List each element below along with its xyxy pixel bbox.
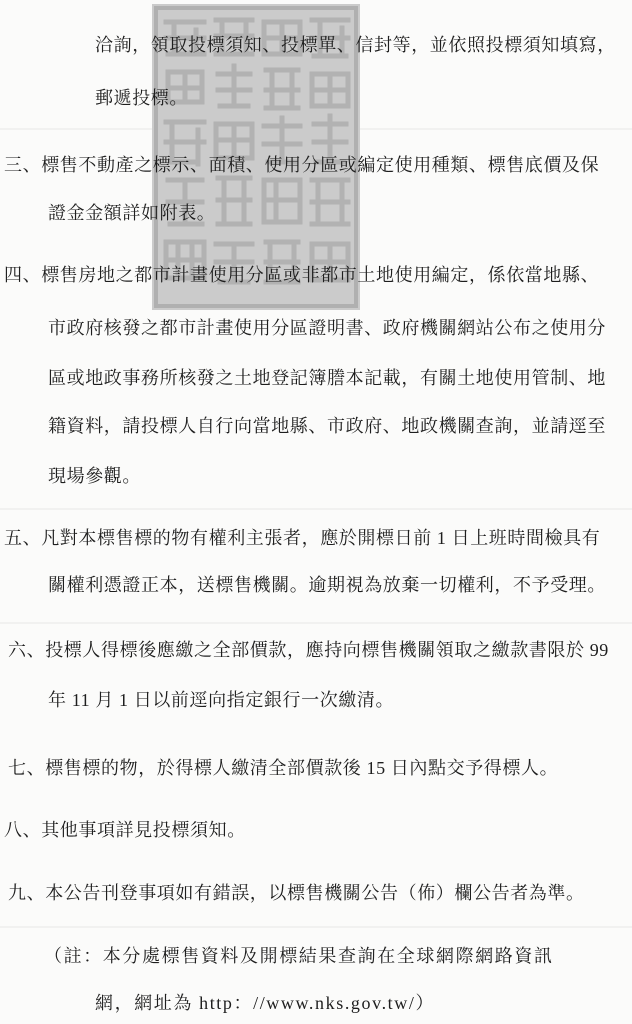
- item-text: 籍資料，請投標人自行向當地縣、市政府、地政機關查詢，並請逕至: [48, 416, 606, 436]
- item-text: 證金金額詳如附表。: [48, 203, 216, 223]
- item-number: 四、: [4, 265, 42, 285]
- item-text: 現場參觀。: [48, 466, 141, 486]
- item-number: 九、: [8, 883, 46, 903]
- item-6-line: [48, 688, 628, 712]
- scan-noise: [0, 508, 632, 510]
- item-7-line: [8, 756, 628, 780]
- item-number: 三、: [4, 155, 42, 175]
- item-5-line: [48, 573, 628, 597]
- item-text: 市政府核發之都市計畫使用分區證明書、政府機關網站公布之使用分: [48, 318, 606, 338]
- item-4-line: [48, 366, 628, 390]
- item-number: 六、: [8, 640, 46, 660]
- item-text: 標售不動產之標示、面積、使用分區或編定使用種類、標售底價及保: [41, 155, 600, 175]
- item-text: 年 11 月 1 日以前逕向指定銀行一次繳清。: [48, 690, 395, 710]
- item-9-line: [8, 881, 628, 905]
- item-4-line: [4, 263, 628, 287]
- scan-noise: [0, 622, 632, 624]
- item-text: 投標人得標後應繳之全部價款，應持向標售機關領取之繳款書限於 99: [45, 640, 609, 660]
- item-text: 區或地政事務所核發之土地登記簿謄本記載，有關土地使用管制、地: [48, 368, 606, 388]
- item-6-line: [8, 638, 628, 662]
- item-3-line: [48, 201, 628, 225]
- item-text: 凡對本標售標的物有權利主張者，應於開標日前 1 日上班時間檢具有: [41, 528, 601, 548]
- note-line: [44, 944, 628, 968]
- note-text: 網，網址為 http：//www.nks.gov.tw/）: [95, 993, 436, 1013]
- item-number: 八、: [4, 820, 42, 840]
- paragraph-text: 洽詢，領取投標須知、投標單、信封等，並依照投標須知填寫，: [95, 35, 616, 55]
- item-3-line: [4, 153, 628, 177]
- item-number: 七、: [8, 758, 46, 778]
- item-8-line: [4, 818, 628, 842]
- item-text: 標售標的物，於得標人繳清全部價款後 15 日內點交予得標人。: [45, 758, 559, 778]
- item-text: 關權利憑證正本，送標售機關。逾期視為放棄一切權利，不予受理。: [48, 575, 606, 595]
- paragraph-line: [95, 33, 628, 57]
- paragraph-text: 郵遞投標。: [95, 88, 188, 108]
- paragraph-line: [95, 86, 628, 110]
- item-text: 標售房地之都市計畫使用分區或非都市土地使用編定，係依當地縣、: [41, 265, 600, 285]
- item-text: 其他事項詳見投標須知。: [41, 820, 246, 840]
- item-4-line: [48, 414, 628, 438]
- note-line: [95, 991, 628, 1015]
- scan-noise: [0, 926, 632, 928]
- item-5-line: [4, 526, 628, 550]
- item-4-line: [48, 316, 628, 340]
- item-text: 本公告刊登事項如有錯誤，以標售機關公告（佈）欄公告者為準。: [45, 883, 585, 903]
- item-4-line: [48, 464, 628, 488]
- item-number: 五、: [4, 528, 42, 548]
- note-text: （註：本分處標售資料及開標結果查詢在全球網際網路資訊: [44, 946, 554, 966]
